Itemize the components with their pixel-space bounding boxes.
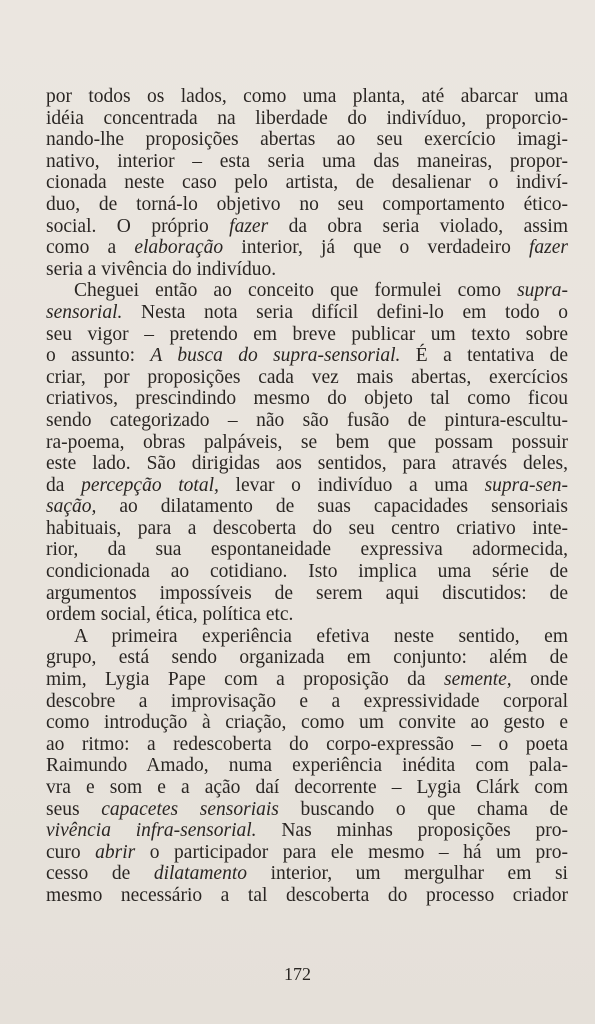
text-line [46,302,568,324]
text-run: buscando o que chama de [278,798,569,820]
text-line [46,280,568,302]
text-run: mesmo necessário a tal descoberta do processo criador [46,884,568,906]
text-run: cionada neste caso pelo artista, de desalienar o indiví- [46,172,568,194]
text-run: rior, da sua espontaneidade expressiva adormecida, [46,539,568,561]
italic-text: sação, [46,496,97,518]
text-line [46,108,568,130]
text-run: mim, Lygia Pape com a proposição da [46,669,444,691]
text-run: habituais, para a descoberta do seu centro criativo inte- [46,517,568,539]
text-run: por todos os lados, como uma planta, até abarcar uma [46,86,568,107]
text-line [46,561,568,583]
text-run: grupo, está sendo organizada em conjunto: além de [46,647,568,669]
text-run: cesso de [46,863,154,885]
text-line [46,410,568,432]
text-line [46,518,568,540]
italic-text: A busca do supra-sensorial. [150,345,401,367]
italic-text: vivência infra-sensorial. [46,820,257,842]
italic-text: fazer [529,237,569,259]
text-run: ordem social, ética, política etc. [46,604,294,626]
text-line [46,496,568,518]
italic-text: sensorial. [46,301,123,323]
text-line [46,129,568,151]
text-run: descobre a improvisação e a expressividade corporal [46,690,568,712]
text-line [46,539,568,561]
text-line [46,842,568,864]
italic-text: percepção total, [81,474,219,496]
text-run: o assunto: [46,345,151,367]
text-run: Nas minhas proposições pro- [256,820,568,842]
text-run: da [46,474,82,496]
italic-text: capacetes sensoriais [101,798,279,820]
text-run: levar o indivíduo a uma [218,474,485,496]
italic-text: abrir [95,841,136,863]
text-run: Raimundo Amado, numa experiência inédita com pala- [46,755,568,777]
text-run: curo [46,841,96,863]
text-run: ra-poema, obras palpáveis, se bem que possam possuir [46,431,568,453]
text-run: ao dilatamento de suas capacidades sensoriais [96,496,568,518]
paragraph [46,86,568,280]
text-run: idéia concentrada na liberdade do indivíduo, proporcio- [46,107,568,129]
text-run: duo, de torná-lo objetivo no seu comportamento ético- [46,193,568,215]
italic-text: fazer [229,215,269,237]
text-run: vra e som e a ação daí decorrente – Lygia Clárk com [46,777,568,798]
text-run: o participador para ele mesmo – há um pro- [135,841,568,863]
text-run: seus [46,798,102,820]
italic-text: semente, [444,669,512,691]
text-line [46,626,568,648]
italic-text: supra- [517,280,568,302]
italic-text: supra-sen- [484,474,568,496]
text-line [46,475,568,497]
text-run: criar, por proposições cada vez mais abertas, exercícios [46,366,568,388]
text-run: onde [511,669,569,691]
text-line [46,712,568,734]
text-line [46,172,568,194]
text-run: A primeira experiência efetiva neste sentido, em [74,625,568,647]
text-line [46,453,568,475]
text-run: como a [46,237,135,259]
text-run: nando-lhe proposições abertas ao seu exercício imagi- [46,129,568,151]
text-run: interior, um mergulhar em si [247,863,568,885]
paragraph [46,280,568,626]
italic-text: elaboração [134,237,224,259]
text-run: sendo categorizado – não são fusão de pintura-escultu- [46,409,568,431]
text-run: Nesta nota seria difícil defini-lo em todo o [122,301,568,323]
text-run: Cheguei então ao conceito que formulei como [74,280,518,302]
text-line [46,583,568,605]
text-line [46,216,568,238]
text-line [46,237,568,259]
text-run: como introdução à criação, como um convite ao gesto e [46,712,568,734]
text-line [46,388,568,410]
text-line [46,259,568,281]
text-line [46,604,568,626]
text-line [46,799,568,821]
page-number: 172 [284,964,311,984]
text-line [46,669,568,691]
text-line [46,691,568,713]
text-run: este lado. São dirigidas aos sentidos, para através deles, [46,453,568,475]
text-line [46,345,568,367]
text-line [46,324,568,346]
text-run: social. O próprio [46,215,230,237]
text-line [46,86,568,108]
text-line [46,432,568,454]
text-run: nativo, interior – esta seria uma das maneiras, propor- [46,150,568,172]
text-line [46,820,568,842]
text-run: da obra seria violado, assim [268,215,568,237]
text-line [46,367,568,389]
text-line [46,777,568,799]
text-run: É a tentativa de [400,345,569,367]
paragraph [46,626,568,907]
text-line [46,755,568,777]
text-run: criativos, prescindindo mesmo do objeto tal como ficou [46,388,568,410]
text-line [46,647,568,669]
italic-text: dilatamento [153,863,247,885]
text-line [46,734,568,756]
text-line [46,885,568,907]
text-line [46,863,568,885]
text-run: seu vigor – pretendo em breve publicar um texto sobre [46,323,568,345]
text-line [46,194,568,216]
text-run: argumentos impossíveis de serem aqui discutidos: de [46,582,568,604]
text-run: interior, já que o verdadeiro [223,237,530,259]
text-run: condicionada ao cotidiano. Isto implica uma série de [46,561,568,583]
text-line [46,151,568,173]
text-run: ao ritmo: a redescoberta do corpo-expressão – o poeta [46,733,568,755]
body-text [46,86,568,907]
text-run: seria a vivência do indivíduo. [46,258,277,280]
